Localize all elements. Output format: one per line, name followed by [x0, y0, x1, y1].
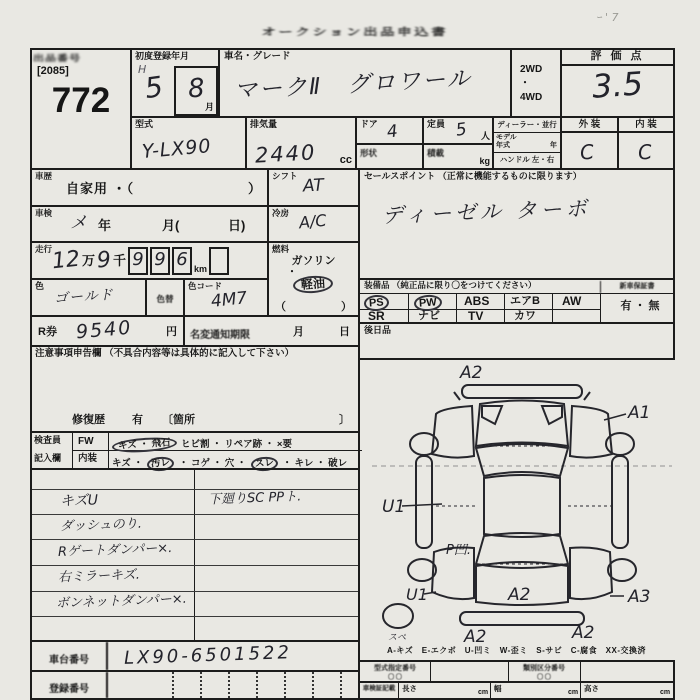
length-label: 長さ — [402, 684, 417, 693]
reg-year: 5 — [142, 69, 165, 106]
spec2-div-1 — [398, 683, 399, 698]
drive-2wd: 2WD — [520, 64, 543, 75]
plate-sep-7 — [340, 672, 342, 698]
spec1-div-1 — [430, 662, 431, 681]
equip-aw: AW — [562, 294, 582, 308]
type-approval-marks: 〇 〇 — [388, 675, 402, 681]
plate-box — [30, 670, 360, 700]
diagram-label-a1: A1 — [628, 403, 651, 423]
notes-line-6 — [32, 616, 358, 617]
era-mark: H — [138, 63, 147, 76]
fuel-diesel-circled: 軽油 — [292, 275, 333, 295]
exterior-grade: C — [578, 139, 596, 165]
syaken-month: 月( — [162, 218, 180, 233]
diagram-label-u1-rear: U1 — [406, 585, 428, 604]
shape-box — [355, 143, 424, 170]
door-value: 4 — [385, 121, 399, 143]
model-code-label: 型式 — [135, 119, 154, 129]
r-ticket-box — [30, 315, 185, 347]
mileage-sen: 9 — [96, 247, 112, 274]
model-label: モデル — [496, 134, 517, 141]
mileage-row — [52, 247, 229, 275]
equip-col-line-3 — [504, 293, 505, 322]
equip-tv: TV — [468, 309, 484, 323]
notes-line-4 — [32, 565, 358, 566]
r-ticket-label: R券 — [38, 326, 57, 338]
diagram-label-p-dent: P凹. — [446, 543, 471, 558]
chassis-box — [30, 640, 360, 672]
diagram-label-a3: A3 — [628, 587, 651, 607]
lot-number: 772 — [51, 81, 111, 120]
right-front-fender — [570, 406, 612, 458]
height-unit: cm — [660, 689, 671, 697]
model-code-value: Y-LX90 — [141, 135, 213, 163]
load-unit: kg — [479, 156, 490, 167]
spec1-div-3 — [580, 662, 581, 681]
roof-panel — [484, 475, 560, 537]
displacement-unit: cc — [339, 153, 352, 166]
drive-4wd: 4WD — [520, 92, 543, 103]
later-parts-box — [358, 322, 675, 360]
name-change-label: 名変通知期限 — [190, 330, 250, 341]
name-change-box — [183, 315, 360, 347]
mileage-unit: km — [194, 264, 208, 275]
equip-col-line-2 — [456, 293, 457, 322]
score-label: 評 価 点 — [562, 50, 673, 66]
fuel-label: 燃料 — [272, 244, 290, 254]
name-change-month: 月 — [293, 326, 304, 338]
shape-label: 形状 — [360, 148, 378, 158]
syaken-mark: メ — [70, 213, 87, 233]
right-headlamp — [542, 406, 562, 424]
diagram-label-u1-left: U1 — [382, 497, 406, 517]
shift-value: AT — [302, 175, 325, 197]
spec2-div-3 — [580, 683, 581, 698]
notes-line-2 — [32, 514, 358, 515]
plate-label: 登録番号 — [32, 672, 108, 698]
year-unit: 年 — [550, 142, 557, 149]
equip-sr: SR — [368, 309, 385, 323]
history-label: 車歴 — [35, 171, 53, 181]
notes-line-5 — [32, 591, 358, 592]
equip-ps-circled: PS — [363, 294, 389, 312]
capacity-box — [422, 116, 494, 145]
plate-sep-4 — [256, 672, 258, 698]
r-ticket-value: 9540 — [75, 316, 134, 344]
notice-box — [30, 345, 360, 433]
width-unit: cm — [568, 689, 579, 697]
front-bumper-tip-right — [584, 392, 590, 400]
color-label: 色 — [35, 281, 45, 291]
dealer-model-row — [494, 134, 560, 153]
car-name-box — [218, 48, 512, 118]
color-code-value: 4M7 — [210, 288, 249, 312]
equip-header-line — [360, 293, 673, 294]
form-title-smudged: オークション出品申込書 — [261, 26, 449, 38]
spec-row-1 — [358, 660, 675, 683]
windshield — [476, 444, 568, 476]
displacement-value: 2440 — [254, 140, 318, 168]
fuel-dot: ・ — [287, 267, 297, 278]
equip-col-line-1 — [408, 293, 409, 322]
plate-sep-5 — [284, 672, 286, 698]
interior-seg-3: ・ キレ ・ 破レ — [282, 458, 348, 469]
r-ticket-unit: 円 — [166, 326, 177, 338]
note-row-5-left: ボンネットダンパー×. — [55, 591, 188, 612]
sales-point-box — [358, 168, 675, 280]
front-bumper — [462, 385, 582, 398]
mileage-digit-2: 9 — [150, 247, 170, 275]
length-unit: cm — [478, 689, 489, 697]
inspector-box — [30, 431, 360, 470]
shift-label: シフト — [272, 171, 298, 181]
notes-line-3 — [32, 539, 358, 540]
fuel-box — [267, 241, 360, 317]
interior-seg-2: ・ コゲ ・ 穴 ・ — [178, 458, 247, 469]
interior-grade: C — [636, 139, 654, 165]
right-rear-quarter — [570, 548, 612, 600]
mileage-digit-1: 9 — [128, 247, 148, 275]
shift-box — [267, 168, 360, 207]
left-front-fender — [432, 406, 474, 458]
first-registration-label: 初度登録年月 — [135, 51, 190, 61]
year-label: 年式 — [496, 142, 510, 149]
lot-box — [30, 48, 132, 170]
diagram-label-spare: スペ — [388, 633, 407, 643]
notes-line-1 — [32, 489, 358, 490]
drive-dot: ・ — [520, 78, 530, 89]
reg-month-box — [174, 66, 218, 116]
chassis-value: LX90-6501522 — [123, 642, 293, 669]
cert-label: 車検証記載 — [362, 685, 396, 692]
width-label: 幅 — [494, 684, 502, 693]
hood-panel — [476, 401, 568, 447]
capacity-unit: 人 — [480, 131, 490, 142]
sales-point-value: ディーゼル ターボ — [381, 196, 591, 228]
vehicle-diagram — [372, 356, 672, 646]
warranty-value: 有 ・ 無 — [620, 300, 660, 312]
displacement-label: 排気量 — [250, 119, 278, 129]
score-box — [560, 48, 675, 118]
trim-grade-box — [560, 116, 675, 170]
note-row-1-left: キズU — [59, 492, 99, 510]
repair-open: 〔箇所 — [162, 413, 195, 426]
interior-circled-1: 汚レ — [147, 456, 175, 472]
fuel-gasoline: ガソリン — [291, 255, 336, 267]
equip-col-line-5 — [600, 293, 601, 322]
left-rear-wheel — [408, 559, 436, 581]
car-name-label: 車名・グレード — [224, 51, 291, 62]
class-number-label: 類別区分番号 — [523, 665, 565, 672]
type-approval-label: 型式指定番号 — [374, 665, 416, 672]
left-rocker-panel — [416, 456, 432, 548]
fw-rest-items: ヒビ割 ・ リペア跡 ・ ×要 — [181, 439, 292, 450]
mileage-digit-3: 6 — [172, 247, 192, 275]
notes-divider — [194, 470, 195, 640]
drive-box — [510, 48, 562, 118]
equipment-label: 装備品 （純正品に限り〇をつけてください） — [364, 280, 537, 290]
equip-pw-wrap — [414, 293, 442, 311]
note-row-3-left: Rゲートダンパー×. — [57, 541, 173, 560]
equip-airbag: エアB — [510, 295, 540, 307]
inspector-col-bottom: 記入欄 — [34, 453, 62, 463]
mileage-box — [30, 241, 269, 280]
history-close: ） — [247, 181, 261, 196]
note-row-4-left: 右ミラーキズ. — [57, 567, 141, 586]
interior-row-label: 内装 — [78, 453, 98, 464]
door-label: ドア — [360, 119, 378, 129]
displacement-box — [245, 116, 357, 170]
fw-items — [112, 434, 292, 452]
color-code-box — [183, 278, 269, 317]
repair-close: 〕 — [339, 413, 350, 426]
repair-yes: 有 — [132, 413, 143, 426]
load-label: 積載 — [427, 148, 445, 158]
aircon-box — [267, 205, 360, 243]
plate-sep-6 — [312, 672, 314, 698]
capacity-value: 5 — [454, 119, 469, 141]
mileage-sen-unit: 千 — [113, 252, 127, 268]
lot-label: 出品番号 — [33, 54, 81, 64]
spec2-div-2 — [490, 683, 491, 698]
plate-sep-2 — [200, 672, 202, 698]
first-registration-box — [130, 48, 220, 118]
aircon-label: 冷房 — [272, 208, 290, 218]
interior-seg-1: キズ ・ — [112, 458, 143, 469]
fuel-paren-close: ） — [341, 300, 352, 313]
syaken-day: 日) — [228, 218, 246, 233]
height-label: 高さ — [584, 684, 599, 693]
dealer-code: [2085] — [37, 65, 69, 77]
car-name-value: マークⅡ グロワール — [233, 65, 473, 105]
dealer-label: ディーラー・並行 — [494, 118, 560, 133]
fw-circled-items: キズ ・ 飛石 — [112, 436, 177, 455]
fw-label: FW — [78, 436, 94, 447]
model-code-box — [130, 116, 247, 170]
left-headlamp — [482, 406, 502, 424]
mileage-man: 12 — [50, 246, 82, 275]
interior-label: 内 装 — [619, 118, 673, 133]
door-box — [355, 116, 424, 145]
front-bumper-tip-left — [454, 392, 460, 400]
equip-leather: カワ — [514, 310, 536, 322]
corner-scribble: ｰ ' 7 — [596, 11, 619, 24]
dealer-box — [492, 116, 562, 170]
reg-month-unit: 月 — [204, 102, 214, 113]
interior-circled-2: スレ — [250, 456, 278, 472]
diagram-label-a2-rear-left: A2 — [464, 627, 487, 646]
repair-label: 修復歴 — [72, 413, 105, 426]
plate-sep-3 — [228, 672, 230, 698]
right-rocker-panel — [612, 456, 628, 548]
warranty-label: 新車保証書 — [600, 281, 673, 293]
inspector-col-top: 検査員 — [34, 435, 62, 445]
color-change-label: 色替 — [156, 294, 174, 304]
aircon-value: A/C — [298, 210, 328, 233]
right-rear-wheel — [608, 559, 636, 581]
class-number-marks: 〇 〇 — [537, 675, 551, 681]
handle-label: ハンドル 左・右 — [499, 155, 555, 164]
spare-tire — [383, 604, 413, 628]
rear-bumper — [460, 612, 584, 625]
chassis-label: 車台番号 — [32, 642, 108, 670]
equip-pw-circled: PW — [413, 294, 442, 312]
equip-abs: ABS — [464, 294, 490, 308]
name-change-day: 日 — [339, 326, 350, 338]
note-row-1-right: 下廻りSC PPト. — [207, 489, 302, 508]
later-parts-label: 後日品 — [364, 325, 392, 335]
history-box — [30, 168, 269, 207]
load-box — [422, 143, 494, 170]
fuel-diesel-wrap — [293, 275, 333, 293]
syaken-box — [30, 205, 269, 243]
damage-legend: A-キズ E-エクボ U-凹ミ W-歪ミ S-サビ C-腐食 XX-交換済 — [386, 646, 647, 655]
syaken-label: 車検 — [35, 208, 53, 218]
reg-month: 8 — [186, 73, 206, 105]
equip-col-line-4 — [552, 293, 553, 322]
diagram-label-a2-front: A2 — [460, 363, 483, 383]
color-box — [30, 278, 147, 317]
plate-sep-1 — [172, 672, 174, 698]
syaken-year: 年 — [98, 218, 112, 233]
score-value: 3.5 — [590, 64, 645, 106]
notes-table — [30, 468, 360, 642]
diagram-label-a2-rear-right: A2 — [572, 623, 595, 643]
color-value: ゴールド — [53, 286, 115, 308]
note-row-2-left: ダッシュのり. — [59, 516, 143, 535]
color-change-box — [145, 278, 185, 317]
spec-row-2 — [358, 681, 675, 700]
mileage-empty-cell — [209, 247, 229, 275]
color-code-label: 色コード — [188, 281, 223, 291]
history-value: 自家用 ・（ — [66, 181, 135, 196]
notice-label: 注意事項申告欄 （不具合内容等は具体的に記入して下さい） — [35, 348, 295, 359]
mileage-label: 走行 — [35, 244, 53, 254]
equipment-box — [358, 278, 675, 324]
diagram-label-a2-trunk: A2 — [508, 585, 531, 605]
capacity-label: 定員 — [427, 119, 446, 129]
exterior-label: 外 装 — [562, 118, 617, 133]
mileage-man-unit: 万 — [82, 252, 96, 268]
equip-navi: ナビ — [418, 310, 440, 322]
fuel-paren-open: （ — [275, 300, 286, 313]
sales-point-label: セールスポイント （正常に機能するものに限ります） — [364, 171, 582, 181]
